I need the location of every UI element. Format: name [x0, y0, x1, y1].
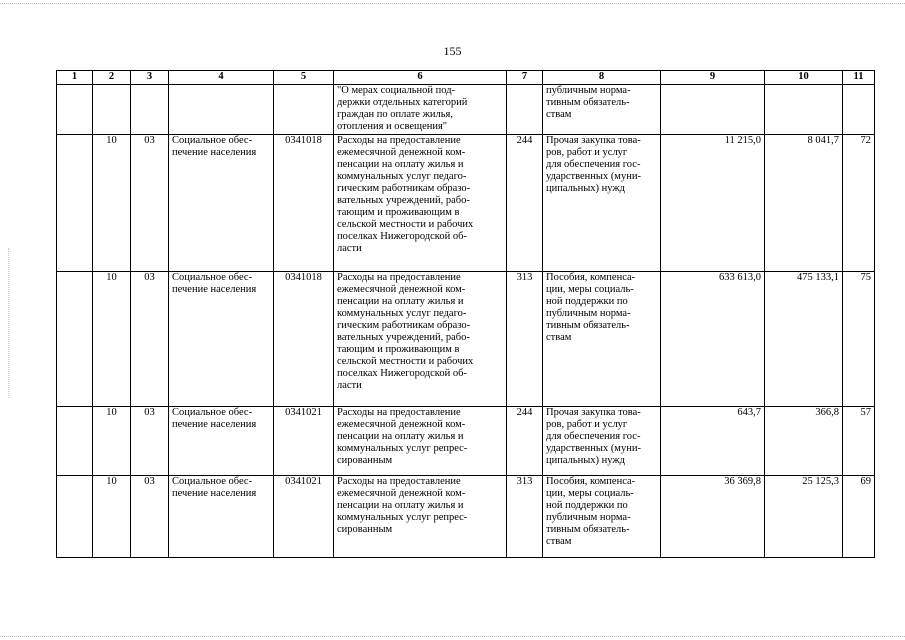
cell-section-name [169, 85, 274, 135]
cell-expense-type-code: 244 [507, 407, 543, 476]
text-line: держки отдельных категорий [337, 97, 468, 108]
text-line: для обеспечения гос- [546, 431, 641, 442]
cell-expense-description [334, 135, 507, 272]
cell-percent: 72 [843, 135, 875, 272]
text-line: Расходы на предоставление [337, 135, 461, 146]
text-line: тивным обязатель- [546, 524, 630, 535]
cell-expense-description [334, 476, 507, 558]
cell-col1 [57, 272, 93, 407]
column-header-4: 4 [169, 71, 274, 85]
column-header-8: 8 [543, 71, 661, 85]
cell-percent: 75 [843, 272, 875, 407]
cell-expense-description [334, 85, 507, 135]
cell-section-name [169, 407, 274, 476]
text-line: отопления и освещения" [337, 121, 448, 132]
text-line: сельской местности и рабочих [337, 356, 474, 367]
cell-section: 10 [93, 272, 131, 407]
cell-percent: 57 [843, 407, 875, 476]
text-line: вательных учреждений, рабо- [337, 332, 470, 343]
text-line: тивным обязатель- [546, 97, 630, 108]
text-line: Социальное обес- [172, 272, 253, 283]
cell-section-name [169, 272, 274, 407]
text-line: ции, меры социаль- [546, 488, 634, 499]
text-line: ров, работ и услуг [546, 147, 628, 158]
cell-target-code: 0341021 [274, 407, 334, 476]
table-header-row [57, 71, 875, 85]
cell-expense-description [334, 272, 507, 407]
cell-expense-type-name [543, 407, 661, 476]
cell-subsection: 03 [131, 135, 169, 272]
text-line: тающим и проживающим в [337, 207, 460, 218]
text-line: ров, работ и услуг [546, 419, 628, 430]
text-line: ципальных) нужд [546, 455, 626, 466]
text-line: ежемесячной денежной ком- [337, 419, 466, 430]
scan-edge-top [0, 3, 905, 4]
text-line: Социальное обес- [172, 476, 253, 487]
cell-target-code: 0341021 [274, 476, 334, 558]
text-line: ствам [546, 536, 572, 547]
text-line: ежемесячной денежной ком- [337, 147, 466, 158]
text-line: тающим и проживающим в [337, 344, 460, 355]
text-line: граждан по оплате жилья, [337, 109, 453, 120]
text-line: ципальных) нужд [546, 183, 626, 194]
column-header-2: 2 [93, 71, 131, 85]
cell-subsection: 03 [131, 476, 169, 558]
cell-section-name [169, 476, 274, 558]
text-line: поселках Нижегородской об- [337, 368, 467, 379]
cell-amount-actual: 8 041,7 [765, 135, 843, 272]
text-line: ствам [546, 109, 572, 120]
text-line: гическим работникам образо- [337, 183, 471, 194]
text-line: ударственных (муни- [546, 443, 641, 454]
text-line: сированным [337, 455, 393, 466]
text-line: печение населения [172, 419, 257, 430]
cell-amount-actual: 475 133,1 [765, 272, 843, 407]
text-line: коммунальных услуг педаго- [337, 171, 467, 182]
text-line: коммунальных услуг репрес- [337, 443, 468, 454]
column-header-10: 10 [765, 71, 843, 85]
table-row [57, 85, 875, 135]
column-header-3: 3 [131, 71, 169, 85]
text-line: Прочая закупка това- [546, 135, 641, 146]
column-header-1: 1 [57, 71, 93, 85]
cell-target-code [274, 85, 334, 135]
text-line: печение населения [172, 147, 257, 158]
text-line: пенсации на оплату жилья и [337, 431, 464, 442]
text-line: вательных учреждений, рабо- [337, 195, 470, 206]
text-line: ции, меры социаль- [546, 284, 634, 295]
text-line: сельской местности и рабочих [337, 219, 474, 230]
text-line: Социальное обес- [172, 407, 253, 418]
scan-margin-mark [8, 248, 9, 398]
text-line: ной поддержки по [546, 500, 628, 511]
cell-amount-plan: 11 215,0 [661, 135, 765, 272]
text-line: для обеспечения гос- [546, 159, 641, 170]
text-line: коммунальных услуг репрес- [337, 512, 468, 523]
text-line: Пособия, компенса- [546, 272, 636, 283]
cell-subsection: 03 [131, 272, 169, 407]
text-line: ствам [546, 332, 572, 343]
table-row [57, 272, 875, 407]
cell-expense-type-code: 313 [507, 272, 543, 407]
cell-amount-plan: 643,7 [661, 407, 765, 476]
cell-amount-plan: 36 369,8 [661, 476, 765, 558]
cell-target-code: 0341018 [274, 135, 334, 272]
text-line: тивным обязатель- [546, 320, 630, 331]
cell-amount-actual: 366,8 [765, 407, 843, 476]
text-line: Прочая закупка това- [546, 407, 641, 418]
cell-expense-type-code [507, 85, 543, 135]
text-line: "О мерах социальной под- [337, 85, 456, 96]
text-line: Расходы на предоставление [337, 476, 461, 487]
cell-col1 [57, 476, 93, 558]
text-line: Расходы на предоставление [337, 272, 461, 283]
cell-col1 [57, 85, 93, 135]
cell-section [93, 85, 131, 135]
text-line: ласти [337, 380, 362, 391]
text-line: ласти [337, 243, 362, 254]
column-header-6: 6 [334, 71, 507, 85]
cell-section-name [169, 135, 274, 272]
cell-expense-type-code: 244 [507, 135, 543, 272]
cell-col1 [57, 135, 93, 272]
scan-edge-bottom [0, 636, 905, 637]
text-line: печение населения [172, 284, 257, 295]
text-line: поселках Нижегородской об- [337, 231, 467, 242]
text-line: пенсации на оплату жилья и [337, 500, 464, 511]
cell-amount-plan: 633 613,0 [661, 272, 765, 407]
budget-table [56, 70, 875, 558]
text-line: гическим работникам образо- [337, 320, 471, 331]
column-header-11: 11 [843, 71, 875, 85]
cell-target-code: 0341018 [274, 272, 334, 407]
text-line: публичным норма- [546, 512, 631, 523]
text-line: ной поддержки по [546, 296, 628, 307]
cell-col1 [57, 407, 93, 476]
cell-percent [843, 85, 875, 135]
text-line: сированным [337, 524, 393, 535]
column-header-9: 9 [661, 71, 765, 85]
text-line: пенсации на оплату жилья и [337, 159, 464, 170]
text-line: Социальное обес- [172, 135, 253, 146]
text-line: публичным норма- [546, 85, 631, 96]
page-number: 155 [443, 44, 462, 58]
text-line: коммунальных услуг педаго- [337, 308, 467, 319]
column-header-7: 7 [507, 71, 543, 85]
cell-section: 10 [93, 135, 131, 272]
text-line: печение населения [172, 488, 257, 499]
cell-amount-actual: 25 125,3 [765, 476, 843, 558]
cell-section: 10 [93, 407, 131, 476]
cell-expense-description [334, 407, 507, 476]
cell-percent: 69 [843, 476, 875, 558]
cell-subsection [131, 85, 169, 135]
column-header-5: 5 [274, 71, 334, 85]
table-row [57, 407, 875, 476]
table-row [57, 135, 875, 272]
text-line: пенсации на оплату жилья и [337, 296, 464, 307]
text-line: ежемесячной денежной ком- [337, 488, 466, 499]
text-line: ежемесячной денежной ком- [337, 284, 466, 295]
cell-amount-plan [661, 85, 765, 135]
cell-expense-type-name [543, 135, 661, 272]
cell-subsection: 03 [131, 407, 169, 476]
cell-expense-type-code: 313 [507, 476, 543, 558]
cell-expense-type-name [543, 476, 661, 558]
text-line: публичным норма- [546, 308, 631, 319]
cell-section: 10 [93, 476, 131, 558]
table-row [57, 476, 875, 558]
cell-expense-type-name [543, 85, 661, 135]
cell-amount-actual [765, 85, 843, 135]
text-line: ударственных (муни- [546, 171, 641, 182]
text-line: Пособия, компенса- [546, 476, 636, 487]
text-line: Расходы на предоставление [337, 407, 461, 418]
cell-expense-type-name [543, 272, 661, 407]
